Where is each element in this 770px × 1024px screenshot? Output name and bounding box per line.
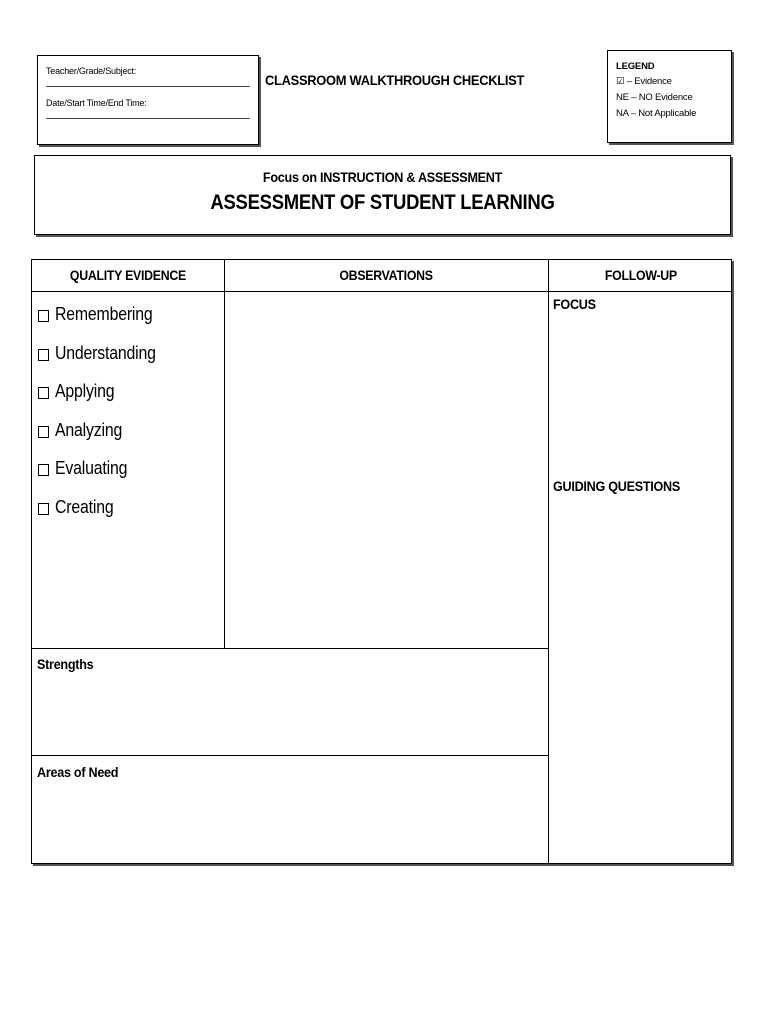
date-time-field[interactable]: [46, 108, 250, 119]
legend-item-not-applicable: NA – Not Applicable: [616, 108, 697, 119]
strengths-divider: [32, 648, 548, 649]
document-title: CLASSROOM WALKTHROUGH CHECKLIST: [265, 72, 525, 88]
column-header-quality-evidence: QUALITY EVIDENCE: [69, 267, 187, 283]
checkbox-icon[interactable]: [38, 387, 49, 399]
needs-divider: [32, 755, 548, 756]
checkbox-icon[interactable]: [38, 464, 49, 476]
evidence-item-creating[interactable]: Creating: [38, 497, 169, 536]
teacher-grade-subject-label: Teacher/Grade/Subject:: [46, 66, 137, 76]
column-divider-2: [548, 260, 549, 863]
observations-area[interactable]: [225, 292, 548, 648]
guiding-questions-label: GUIDING QUESTIONS: [553, 478, 681, 494]
strengths-label: Strengths: [37, 656, 94, 672]
banner-subtitle: Focus on INSTRUCTION & ASSESSMENT: [262, 169, 503, 185]
areas-of-need-label: Areas of Need: [37, 764, 119, 780]
evidence-item-remembering[interactable]: Remembering: [38, 304, 169, 343]
legend-title: LEGEND: [616, 61, 655, 72]
evidence-item-evaluating[interactable]: Evaluating: [38, 458, 169, 497]
teacher-info-box: [37, 55, 259, 145]
evidence-item-analyzing[interactable]: Analyzing: [38, 420, 169, 459]
checkbox-icon[interactable]: [38, 503, 49, 515]
date-time-label: Date/Start Time/End Time:: [46, 98, 147, 108]
walkthrough-table: [31, 259, 732, 864]
checkbox-icon[interactable]: [38, 426, 49, 438]
checkbox-icon[interactable]: [38, 349, 49, 361]
evidence-item-applying[interactable]: Applying: [38, 381, 169, 420]
focus-label: FOCUS: [553, 296, 596, 312]
column-header-follow-up: FOLLOW-UP: [604, 267, 677, 283]
checkbox-icon[interactable]: [38, 310, 49, 322]
teacher-grade-subject-field[interactable]: [46, 76, 250, 87]
legend-item-no-evidence: NE – NO Evidence: [616, 92, 693, 103]
evidence-checklist: [38, 304, 169, 535]
evidence-item-understanding[interactable]: Understanding: [38, 343, 169, 382]
column-header-observations: OBSERVATIONS: [339, 267, 434, 283]
legend-box: [607, 50, 732, 143]
focus-banner: [34, 155, 731, 235]
legend-item-evidence: ☑ – Evidence: [616, 76, 672, 87]
banner-title: ASSESSMENT OF STUDENT LEARNING: [210, 191, 555, 214]
